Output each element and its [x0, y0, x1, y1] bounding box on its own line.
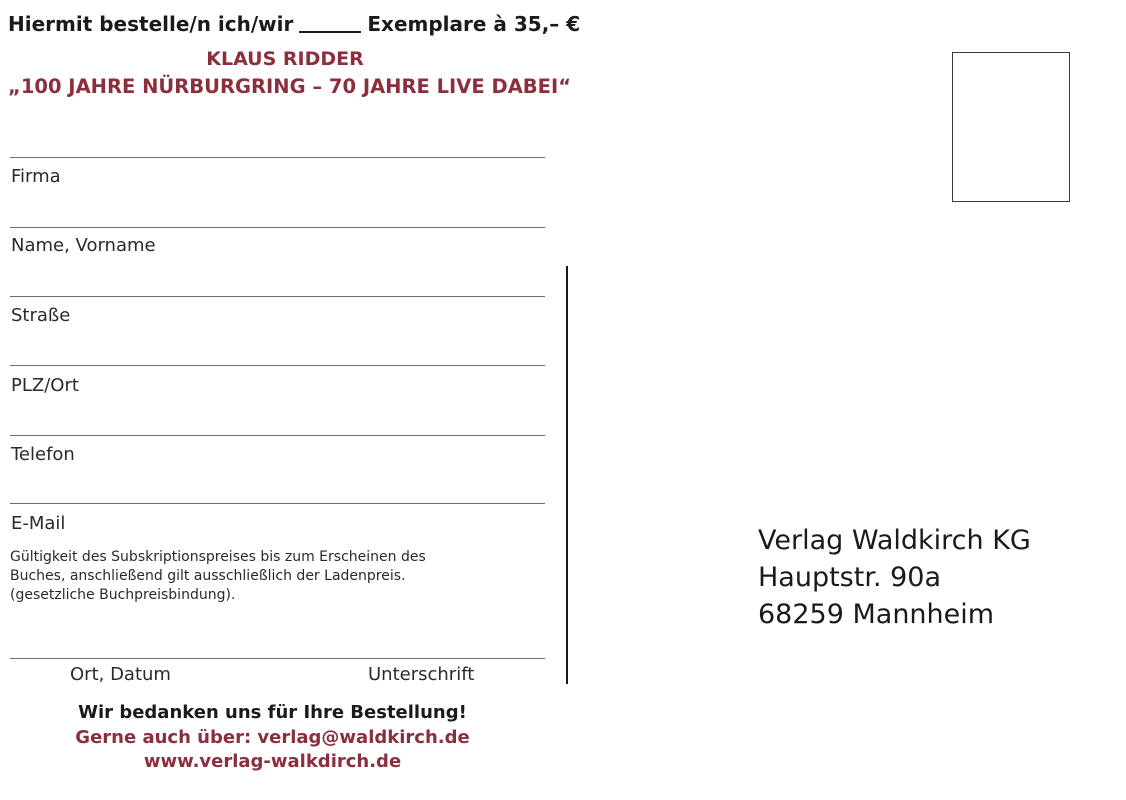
note-line: Buches, anschließend gilt ausschließlich der Ladenpreis.	[10, 568, 406, 584]
note-line: Gültigkeit des Subskriptionspreises bis zum Erscheinen des	[10, 549, 426, 565]
quantity-blank[interactable]	[299, 31, 361, 33]
order-suffix: Exemplare à 35,– €	[367, 12, 581, 36]
address-line: 68259 Mannheim	[758, 599, 995, 630]
firma-line[interactable]	[10, 157, 545, 158]
note-line: (gesetzliche Buchpreisbindung).	[10, 587, 236, 603]
plz-ort-line[interactable]	[10, 365, 545, 366]
subscription-note	[10, 548, 550, 605]
telefon-label: Telefon	[11, 444, 75, 465]
address-line: Verlag Waldkirch KG	[758, 525, 1031, 556]
signature-label: Unterschrift	[368, 664, 475, 685]
recipient-address	[758, 522, 1031, 633]
order-line	[8, 12, 580, 36]
firma-label: Firma	[11, 166, 61, 187]
order-prefix: Hiermit bestelle/n ich/wir	[8, 12, 294, 36]
strasse-line[interactable]	[10, 296, 545, 297]
email-label: E-Mail	[11, 513, 66, 534]
book-author: KLAUS RIDDER	[206, 48, 364, 70]
place-date-label: Ort, Datum	[70, 664, 171, 685]
signature-line[interactable]	[10, 658, 545, 659]
name-label: Name, Vorname	[11, 235, 156, 256]
address-line: Hauptstr. 90a	[758, 562, 942, 593]
telefon-line[interactable]	[10, 435, 545, 436]
thanks-text: Wir bedanken uns für Ihre Bestellung!	[78, 702, 467, 723]
website-link: www.verlag-walkdirch.de	[143, 751, 402, 772]
email-contact: Gerne auch über: verlag@waldkirch.de	[75, 727, 470, 748]
plz-ort-label: PLZ/Ort	[11, 375, 79, 396]
stamp-box	[952, 52, 1070, 202]
book-title: „100 JAHRE NÜRBURGRING – 70 JAHRE LIVE DABEI“	[8, 75, 572, 98]
name-line[interactable]	[10, 227, 545, 228]
strasse-label: Straße	[11, 305, 71, 326]
email-line[interactable]	[10, 503, 545, 504]
vertical-divider	[566, 266, 568, 684]
